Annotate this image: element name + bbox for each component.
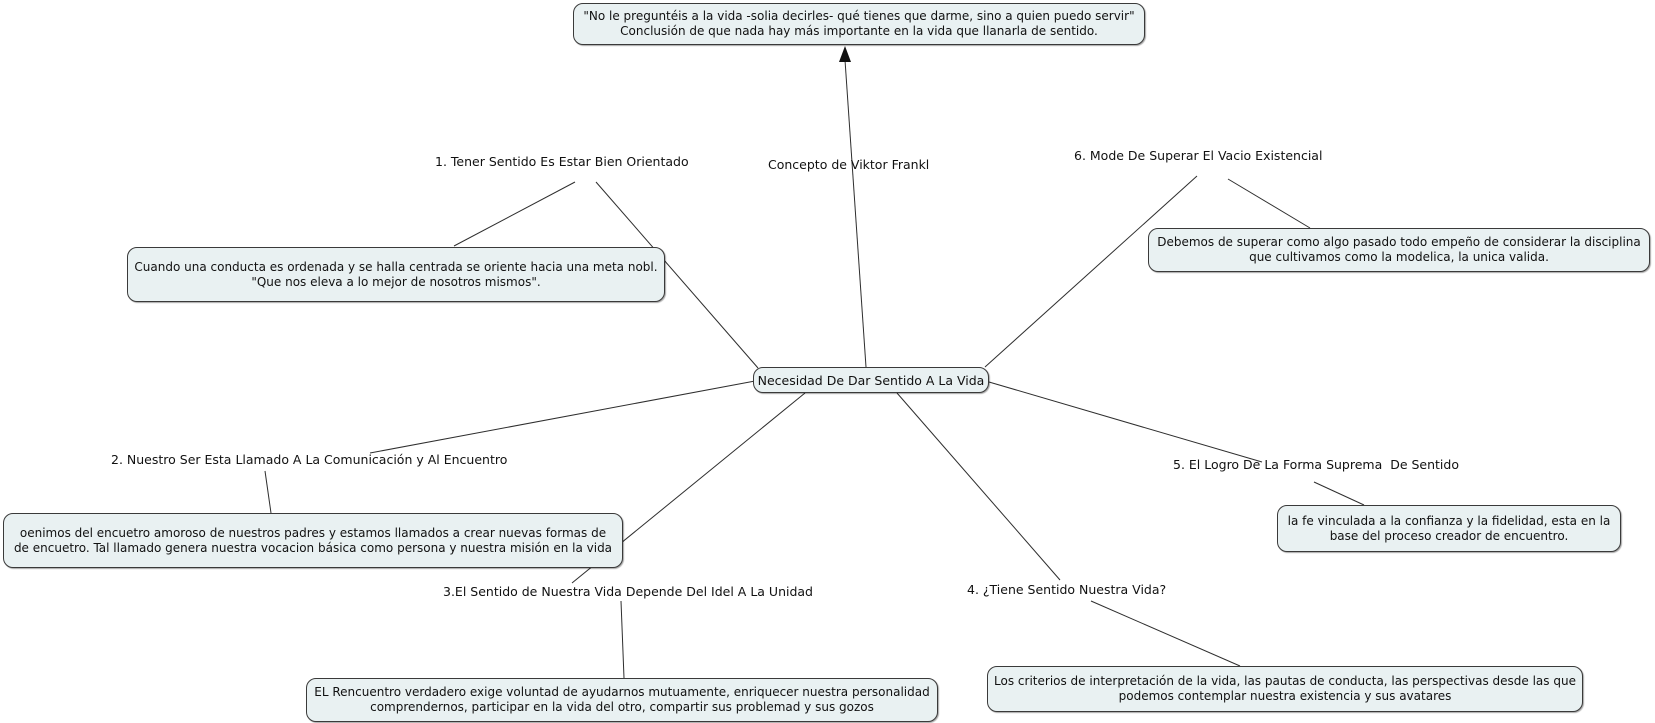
branch-box-6-line-2: que cultivamos como la modelica, la unica valida. <box>1249 250 1549 264</box>
branch-label-6[interactable]: 6. Mode De Superar El Vacio Existencial <box>1074 148 1323 163</box>
arrow-head-icon <box>839 46 851 62</box>
branch-box-6-line-1: Debemos de superar como algo pasado todo empeño de considerar la disciplina <box>1157 235 1641 249</box>
branch-label-2[interactable]: 2. Nuestro Ser Esta Llamado A La Comunicación y Al Encuentro <box>111 452 508 467</box>
branch-box-6[interactable] <box>1148 228 1650 272</box>
branch-box-4-line-2: podemos contemplar nuestra existencia y sus avatares <box>1118 689 1452 703</box>
quote-line-2: Conclusión de que nada hay más importante en la vida que llanarla de sentido. <box>620 24 1098 38</box>
branch-box-3-line-2: comprendernos, participar en la vida del otro, compartir sus problemad y sus gozos <box>370 700 874 714</box>
connector-label2-box2 <box>265 471 271 513</box>
branch-label-4[interactable]: 4. ¿Tiene Sentido Nuestra Vida? <box>967 582 1167 597</box>
branch-label-1[interactable]: 1. Tener Sentido Es Estar Bien Orientado <box>435 154 689 169</box>
branch-box-1-line-2: "Que nos eleva a lo mejor de nosotros mismos". <box>251 274 541 289</box>
center-node-label: Necesidad De Dar Sentido A La Vida <box>757 372 985 388</box>
branch-box-2[interactable] <box>3 513 623 568</box>
branch-box-3[interactable] <box>306 678 938 722</box>
connector-label6-box6 <box>1228 179 1310 228</box>
branch-box-1[interactable] <box>127 247 665 302</box>
branch-box-3-line-1: EL Rencuentro verdadero exige voluntad de ayudarnos mutuamente, enriquecer nuestra personalidad <box>314 685 930 699</box>
branch-box-2-line-2: de encuetro. Tal llamado genera nuestra vocacion básica como persona y nuestra misión en la vida <box>13 540 613 555</box>
quote-line-1: "No le preguntéis a la vida -solia decirles- qué tienes que darme, sino a quien puedo servir" <box>583 9 1135 23</box>
connector-center-label2 <box>370 381 755 453</box>
connector-center-quote <box>845 60 866 367</box>
connector-label3-box3 <box>621 601 624 678</box>
connector-center-label5 <box>989 382 1262 462</box>
branch-box-4[interactable] <box>987 666 1583 712</box>
connector-label1-box1 <box>454 182 575 246</box>
center-node[interactable] <box>753 367 989 393</box>
linking-phrase-viktor-frankl[interactable]: Concepto de Viktor Frankl <box>768 157 930 172</box>
branch-box-5-line-2: base del proceso creador de encuentro. <box>1329 528 1569 543</box>
branch-label-3[interactable]: 3.El Sentido de Nuestra Vida Depende Del Idel A La Unidad <box>443 584 813 599</box>
branch-box-5-line-1: la fe vinculada a la confianza y la fidelidad, esta en la <box>1287 513 1611 528</box>
connector-label4-box4 <box>1091 601 1240 666</box>
quote-node[interactable] <box>573 3 1145 45</box>
branch-box-4-line-1: Los criterios de interpretación de la vida, las pautas de conducta, las perspectivas desde las que <box>994 674 1576 688</box>
connector-center-label4 <box>897 393 1060 580</box>
branch-label-5[interactable]: 5. El Logro De La Forma Suprema De Sentido <box>1173 457 1459 472</box>
branch-box-1-line-1: Cuando una conducta es ordenada y se halla centrada se oriente hacia una meta nobl. <box>134 259 658 274</box>
connector-label5-box5 <box>1314 482 1364 505</box>
branch-box-2-line-1: oenimos del encuetro amoroso de nuestros padres y estamos llamados a crear nuevas formas de <box>19 525 607 540</box>
branch-box-5[interactable] <box>1277 505 1621 552</box>
